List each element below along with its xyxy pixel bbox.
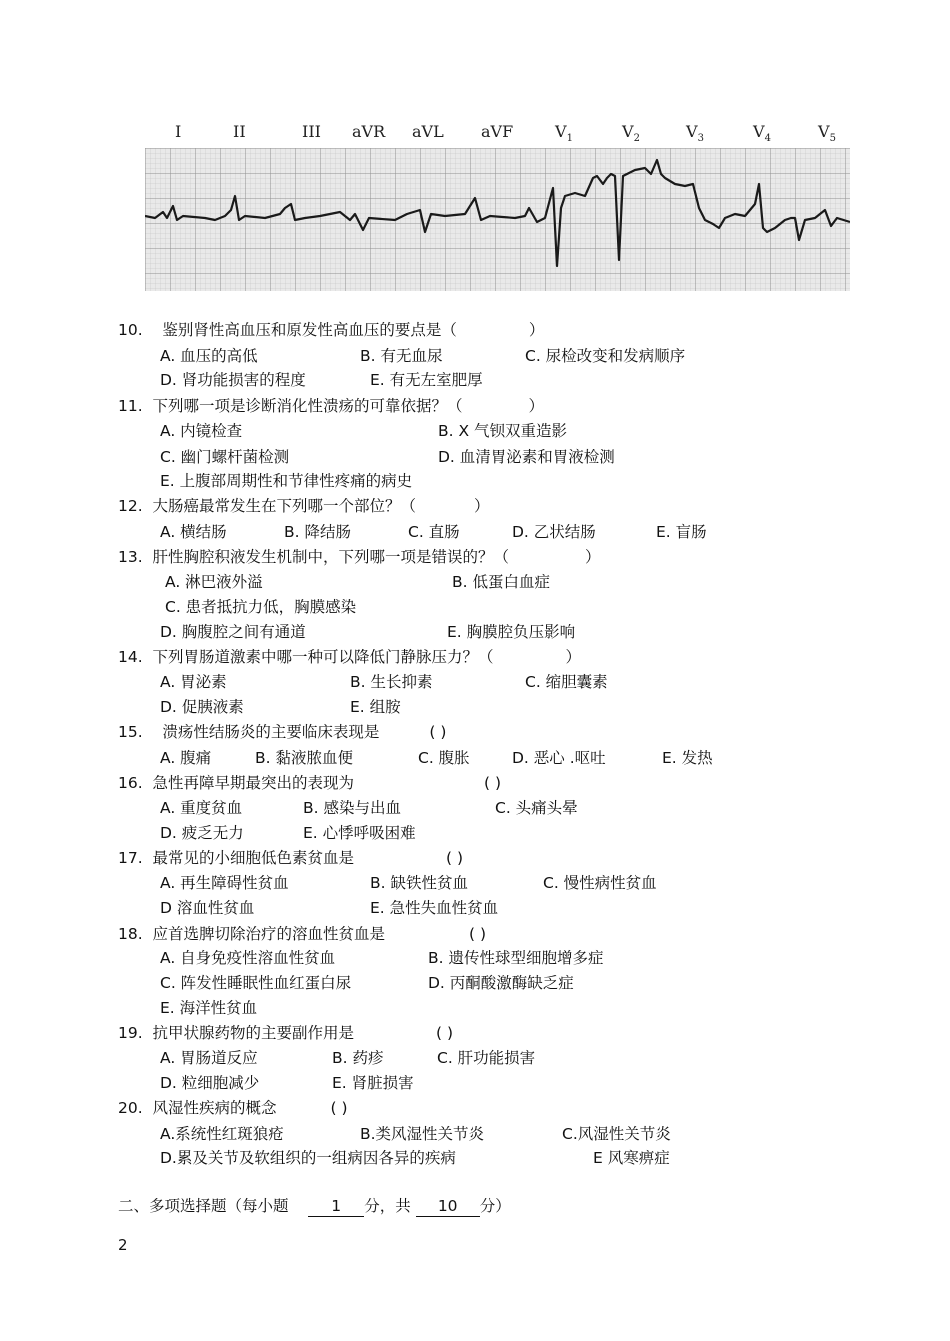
question-number: 15.	[118, 723, 143, 741]
option-c: C. 肝功能损害	[437, 1049, 536, 1067]
answer-bracket: ( )	[436, 1024, 454, 1042]
option-e: E. 上腹部周期性和节律性疼痛的病史	[160, 472, 413, 490]
option-b: B. 药疹	[332, 1049, 384, 1067]
question-stem: 抗甲状腺药物的主要副作用是	[152, 1024, 355, 1042]
question-number: 18.	[118, 925, 143, 943]
option-a: A.系统性红斑狼疮	[160, 1125, 284, 1143]
option-a: A. 血压的高低	[160, 347, 258, 365]
per-question-score: 1	[308, 1196, 364, 1217]
option-b: B. 黏液脓血便	[255, 749, 353, 767]
option-b: B. 降结肠	[284, 523, 351, 541]
option-e: E 风寒痹症	[593, 1149, 670, 1167]
option-d: D. 疲乏无力	[160, 824, 244, 842]
option-d: D. 促胰液素	[160, 698, 244, 716]
question-12	[118, 496, 490, 516]
question-19	[118, 1023, 453, 1043]
question-number: 12.	[118, 497, 143, 515]
option-d: D 溶血性贫血	[160, 899, 255, 917]
answer-bracket: ( )	[484, 774, 502, 792]
option-c: C.风湿性关节炎	[562, 1125, 671, 1143]
question-number: 14.	[118, 648, 143, 666]
answer-bracket: ）	[528, 321, 545, 339]
question-16	[118, 773, 501, 793]
lead-label: $V_3$	[686, 122, 704, 145]
question-number: 17.	[118, 849, 143, 867]
question-stem: 最常见的小细胞低色素贫血是	[152, 849, 355, 867]
lead-label: I	[175, 122, 182, 141]
question-stem: 急性再障早期最突出的表现为	[152, 774, 355, 792]
option-e: E. 有无左室肥厚	[370, 371, 483, 389]
option-e: E. 组胺	[350, 698, 401, 716]
option-c: C. 尿检改变和发病顺序	[525, 347, 686, 365]
section-2-suffix: 分）	[479, 1197, 511, 1215]
option-e: E. 胸膜腔负压影响	[447, 623, 576, 641]
option-c: C. 直肠	[408, 523, 460, 541]
option-e: E. 发热	[662, 749, 713, 767]
option-b: B. 生长抑素	[350, 673, 433, 691]
question-11	[118, 396, 544, 416]
option-d: D. 胸腹腔之间有通道	[160, 623, 306, 641]
question-number: 10.	[118, 321, 143, 339]
option-d: D.累及关节及软组织的一组病因各异的疾病	[160, 1149, 456, 1167]
option-d: D. 恶心 .呕吐	[512, 749, 606, 767]
option-a: A. 自身免疫性溶血性贫血	[160, 949, 336, 967]
section-2-heading	[118, 1196, 511, 1217]
question-stem: 溃疡性结肠炎的主要临床表现是	[162, 723, 380, 741]
answer-bracket: ）	[565, 648, 582, 666]
option-e: E. 心悸呼吸困难	[303, 824, 416, 842]
option-d: D. 粒细胞减少	[160, 1074, 260, 1092]
option-c: C. 患者抵抗力低，胸膜感染	[165, 598, 357, 616]
question-stem: 下列哪一项是诊断消化性溃疡的可靠依据？（	[152, 397, 463, 415]
lead-label: $V_1$	[555, 122, 573, 145]
option-e: E. 肾脏损害	[332, 1074, 414, 1092]
option-a: A. 重度贫血	[160, 799, 243, 817]
question-number: 19.	[118, 1024, 143, 1042]
question-10	[118, 320, 544, 340]
option-a: A. 腹痛	[160, 749, 212, 767]
ecg-grid	[145, 148, 850, 291]
ecg-strip	[145, 148, 850, 291]
option-e: E. 急性失血性贫血	[370, 899, 499, 917]
lead-label: aVL	[412, 122, 444, 141]
option-d: D. 血清胃泌素和胃液检测	[438, 448, 615, 466]
question-stem: 应首选脾切除治疗的溶血性贫血是	[152, 925, 386, 943]
question-number: 11.	[118, 397, 143, 415]
section-2-prefix: 二、多项选择题（每小题	[118, 1197, 289, 1215]
ecg-lead-labels	[145, 118, 850, 146]
option-c: C. 幽门螺杆菌检测	[160, 448, 290, 466]
question-14	[118, 647, 581, 667]
question-number: 13.	[118, 548, 143, 566]
option-b: B. X 气钡双重造影	[438, 422, 568, 440]
option-c: C. 阵发性睡眠性血红蛋白尿	[160, 974, 352, 992]
option-c: C. 缩胆囊素	[525, 673, 608, 691]
option-d: D. 乙状结肠	[512, 523, 596, 541]
option-b: B.类风湿性关节炎	[360, 1125, 485, 1143]
total-score: 10	[416, 1196, 480, 1217]
question-15	[118, 722, 446, 742]
question-20	[118, 1098, 348, 1118]
lead-label: II	[233, 122, 246, 141]
answer-bracket: ）	[585, 548, 601, 566]
option-b: B. 感染与出血	[303, 799, 401, 817]
lead-label: aVF	[481, 122, 514, 141]
answer-bracket: ( )	[469, 925, 487, 943]
question-17	[118, 848, 463, 868]
answer-bracket: ( )	[429, 723, 447, 741]
answer-bracket: ( )	[330, 1099, 348, 1117]
ecg-figure	[145, 118, 850, 293]
option-e: E. 海洋性贫血	[160, 999, 258, 1017]
question-stem: 鉴别肾性高血压和原发性高血压的要点是（	[162, 321, 457, 339]
option-c: C. 头痛头晕	[495, 799, 578, 817]
lead-label: III	[302, 122, 321, 141]
option-c: C. 慢性病性贫血	[543, 874, 657, 892]
option-b: B. 低蛋白血症	[452, 573, 550, 591]
option-a: A. 内镜检查	[160, 422, 243, 440]
question-13	[118, 547, 601, 567]
question-stem: 风湿性疾病的概念	[152, 1099, 277, 1117]
lead-label: $V_5$	[818, 122, 836, 145]
answer-bracket: ( )	[446, 849, 464, 867]
question-number: 20.	[118, 1099, 143, 1117]
lead-label: $V_2$	[622, 122, 640, 145]
lead-label: aVR	[352, 122, 386, 141]
question-stem: 肝性胸腔积液发生机制中，下列哪一项是错误的？（	[152, 548, 510, 566]
option-d: D. 丙酮酸激酶缺乏症	[428, 974, 574, 992]
question-number: 16.	[118, 774, 143, 792]
answer-bracket: ）	[474, 497, 490, 515]
question-stem: 大肠癌最常发生在下列哪一个部位？（	[152, 497, 417, 515]
question-18	[118, 924, 486, 944]
option-a: A. 再生障碍性贫血	[160, 874, 289, 892]
option-d: D. 肾功能损害的程度	[160, 371, 306, 389]
option-b: B. 遗传性球型细胞增多症	[428, 949, 604, 967]
question-stem: 下列胃肠道激素中哪一种可以降低门静脉压力？（	[152, 648, 494, 666]
option-a: A. 横结肠	[160, 523, 227, 541]
section-2-mid: 分，共	[364, 1197, 411, 1215]
option-c: C. 腹胀	[418, 749, 470, 767]
option-b: B. 缺铁性贫血	[370, 874, 468, 892]
lead-label: $V_4$	[753, 122, 771, 145]
option-a: A. 淋巴液外溢	[165, 573, 263, 591]
option-e: E. 盲肠	[656, 523, 707, 541]
option-b: B. 有无血尿	[360, 347, 443, 365]
answer-bracket: ）	[528, 397, 545, 415]
option-a: A. 胃肠道反应	[160, 1049, 258, 1067]
option-a: A. 胃泌素	[160, 673, 227, 691]
page-number: 2	[118, 1236, 128, 1254]
